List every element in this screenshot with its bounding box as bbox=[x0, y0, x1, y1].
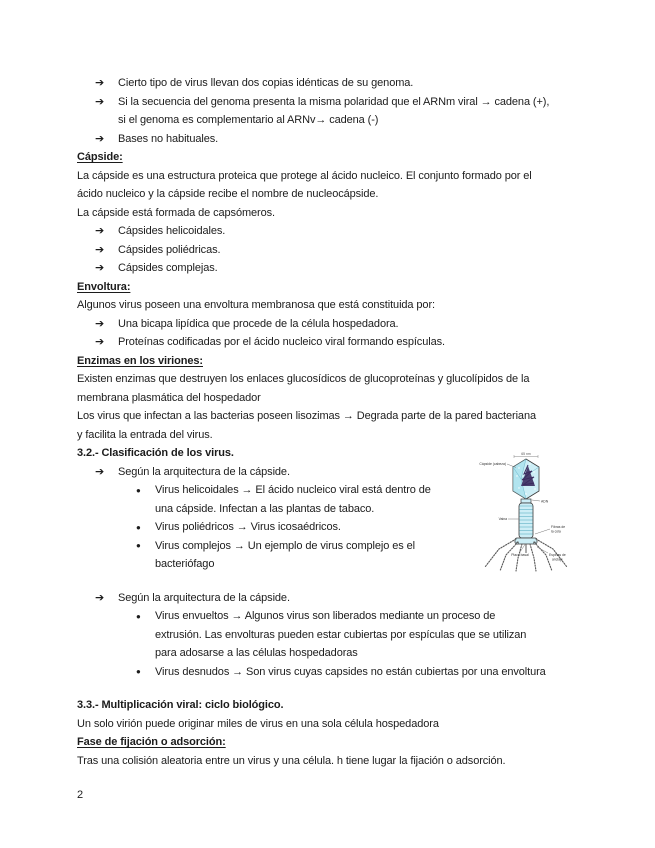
arrow-bullet-icon: ➔ bbox=[95, 465, 105, 478]
doc-line bbox=[77, 733, 582, 752]
sheath-label: Vaina bbox=[498, 517, 507, 521]
anchor-spikes-label-line2: anclaje bbox=[552, 557, 563, 562]
doc-line bbox=[77, 74, 582, 93]
doc-gap bbox=[77, 681, 582, 696]
doc-text: Virus desnudos → Son virus cuyas capsides no están cubiertas por una envoltura bbox=[155, 665, 546, 678]
doc-line bbox=[77, 204, 582, 223]
doc-text: una cápside. Infectan a las plantas de tabaco. bbox=[155, 502, 375, 515]
doc-text: Según la arquitectura de la cápside. bbox=[118, 465, 290, 478]
doc-line bbox=[77, 278, 582, 297]
dot-bullet-icon: ● bbox=[136, 485, 141, 495]
doc-line bbox=[77, 407, 582, 426]
doc-text: Tras una colisión aleatoria entre un virus y una célula. h tiene lugar la fijación o adsorción. bbox=[77, 754, 506, 767]
arrow-bullet-icon: ➔ bbox=[95, 262, 105, 274]
doc-line bbox=[77, 148, 582, 167]
bacteriophage-diagram bbox=[474, 450, 602, 574]
doc-text: Según la arquitectura de la cápside. bbox=[118, 591, 290, 604]
doc-line bbox=[77, 370, 582, 389]
doc-line bbox=[77, 185, 582, 204]
doc-line bbox=[77, 333, 582, 352]
doc-line bbox=[77, 111, 582, 130]
doc-text: ácido nucleico y la cápside recibe el nombre de nucleocápside. bbox=[77, 188, 379, 200]
dot-bullet-icon: ● bbox=[136, 667, 141, 676]
arrow-bullet-icon: ➔ bbox=[95, 77, 105, 89]
doc-line bbox=[77, 167, 582, 186]
doc-text: Virus complejos → Un ejemplo de virus complejo es el bbox=[155, 539, 415, 552]
doc-text: Cápside: bbox=[77, 151, 123, 163]
doc-text: bacteriófago bbox=[155, 558, 215, 570]
arrow-bullet-icon: ➔ bbox=[95, 225, 105, 237]
anchor-spikes-label-line1: Espinas de bbox=[549, 553, 566, 557]
capsid-head bbox=[513, 459, 539, 499]
base-plate bbox=[515, 538, 537, 544]
doc-line bbox=[77, 626, 582, 645]
doc-text: 3.2.- Clasificación de los virus. bbox=[77, 447, 234, 459]
doc-text: Bases no habituales. bbox=[118, 132, 219, 145]
dot-bullet-icon: ● bbox=[136, 541, 141, 550]
doc-line bbox=[77, 259, 582, 278]
doc-text: La cápside es una estructura proteica que protege al ácido nucleico. El conjunto formado por el bbox=[77, 169, 532, 182]
doc-line bbox=[77, 389, 582, 408]
doc-text: Cápsides complejas. bbox=[118, 262, 218, 274]
doc-text: si el genoma es complementario al ARNv→ cadena (-) bbox=[118, 114, 379, 126]
doc-text: Fase de fijación o adsorción: bbox=[77, 736, 226, 748]
doc-line bbox=[77, 222, 582, 241]
doc-text: Cápsides helicoidales. bbox=[118, 225, 226, 237]
doc-line bbox=[77, 696, 582, 715]
doc-line bbox=[77, 607, 582, 626]
collar bbox=[521, 499, 531, 503]
doc-line bbox=[77, 130, 582, 149]
doc-text: Algunos virus poseen una envoltura membranosa que está constituida por: bbox=[77, 299, 435, 311]
doc-text: Una bicapa lipídica que procede de la célula hospedadora. bbox=[118, 317, 399, 330]
size-label: 65 nm bbox=[521, 452, 531, 456]
arrow-bullet-icon: ➔ bbox=[95, 591, 105, 604]
doc-line bbox=[77, 296, 582, 315]
arrow-bullet-icon: ➔ bbox=[95, 317, 105, 330]
capsid-label: Cápside (cabeza) bbox=[479, 462, 506, 466]
page-number: 2 bbox=[77, 789, 84, 801]
arrow-bullet-icon: ➔ bbox=[95, 95, 105, 108]
doc-line bbox=[77, 644, 582, 663]
doc-line bbox=[77, 241, 582, 260]
doc-line bbox=[77, 752, 582, 771]
doc-line bbox=[77, 663, 582, 682]
doc-text: Los virus que infectan a las bacterias poseen lisozimas → Degrada parte de la pared bacteriana bbox=[77, 410, 536, 422]
dna-label: ADN bbox=[541, 499, 549, 504]
doc-text: Virus envueltos → Algunos virus son liberados mediante un proceso de bbox=[155, 610, 496, 622]
tail-sheath bbox=[519, 503, 533, 538]
arrow-bullet-icon: ➔ bbox=[95, 132, 105, 145]
doc-text: Virus poliédricos → Virus icosaédricos. bbox=[155, 521, 341, 533]
dot-bullet-icon: ● bbox=[136, 522, 141, 532]
document-body bbox=[77, 74, 582, 770]
doc-line bbox=[77, 315, 582, 334]
dot-bullet-icon: ● bbox=[136, 611, 141, 621]
doc-gap bbox=[77, 574, 582, 589]
doc-text: y facilita la entrada del virus. bbox=[77, 428, 213, 441]
doc-text: La cápside está formada de capsómeros. bbox=[77, 206, 275, 219]
doc-line bbox=[77, 352, 582, 371]
doc-line bbox=[77, 589, 582, 608]
doc-line bbox=[77, 93, 582, 112]
doc-text: Virus helicoidales → El ácido nucleico viral está dentro de bbox=[155, 484, 431, 496]
base-plate-label: Placa basal bbox=[511, 553, 529, 557]
doc-line bbox=[77, 715, 582, 734]
bacteriophage-figure bbox=[474, 450, 602, 574]
doc-text: para adosarse a las células hospedadoras bbox=[155, 647, 358, 659]
arrow-bullet-icon: ➔ bbox=[95, 243, 105, 256]
doc-text: Cierto tipo de virus llevan dos copias idénticas de su genoma. bbox=[118, 77, 414, 89]
doc-text: Si la secuencia del genoma presenta la misma polaridad que el ARNm viral → cadena (+), bbox=[118, 95, 550, 108]
tail-fibers-label-line1: Fibras de bbox=[551, 525, 566, 529]
doc-text: Existen enzimas que destruyen los enlaces glucosídicos de glucoproteínas y glucolípidos de la bbox=[77, 373, 530, 385]
doc-text: Proteínas codificadas por el ácido nucleico viral formando espículas. bbox=[118, 336, 445, 348]
doc-line bbox=[77, 426, 582, 445]
doc-text: Envoltura: bbox=[77, 280, 131, 293]
tail-fibers-label-line2: la cola bbox=[551, 529, 561, 534]
doc-text: extrusión. Las envolturas pueden estar cubiertas por espículas que se utilizan bbox=[155, 628, 527, 641]
doc-text: membrana plasmática del hospedador bbox=[77, 391, 261, 404]
doc-text: Cápsides poliédricas. bbox=[118, 243, 221, 256]
arrow-bullet-icon: ➔ bbox=[95, 336, 105, 348]
doc-text: Un solo virión puede originar miles de virus en una sola célula hospedadora bbox=[77, 717, 439, 730]
doc-text: Enzimas en los viriones: bbox=[77, 354, 203, 367]
doc-text: 3.3.- Multiplicación viral: ciclo biológico. bbox=[77, 699, 284, 711]
